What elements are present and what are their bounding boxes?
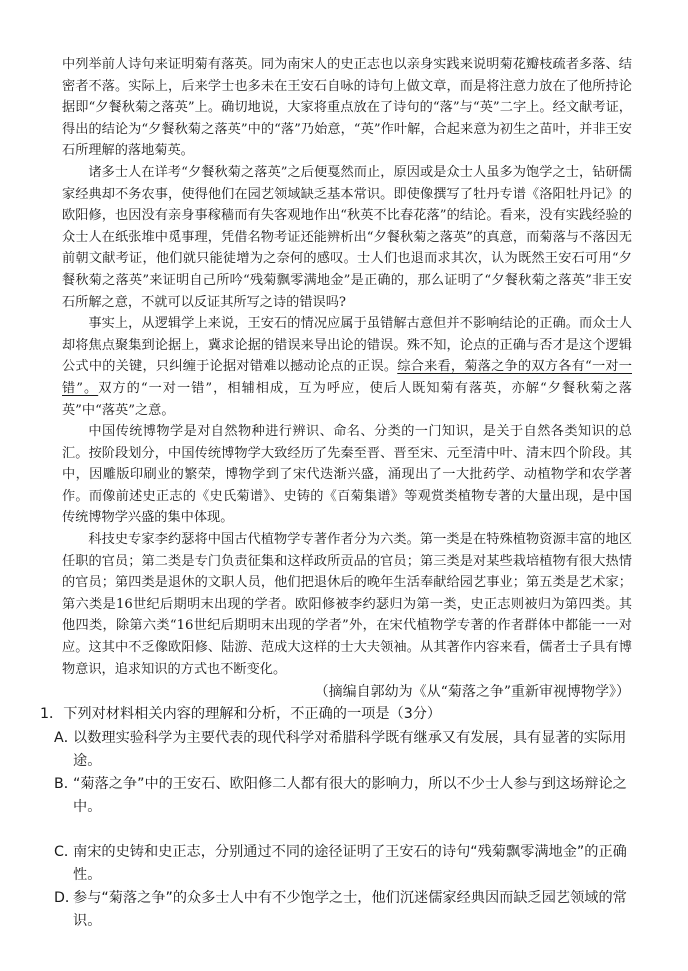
- option-d-letter: D．: [54, 890, 80, 907]
- option-a-text: 以数理实验科学为主要代表的现代科学对希腊科学既有继承又有发展，具有显著的实际用途。: [73, 730, 627, 770]
- passage-paragraph-4: 中国传统博物学是对自然物种进行辨识、命名、分类的一门知识，是关于自然各类知识的总汇。按阶段划分，中国传统博物学大致经历了先秦至晋、晋至宋、元至清中叶、清末四个阶段。其中，因雕版印刷业的繁荣，博物学到了宋代迭渐兴盛，涌现出了一大批药学、动植物学和农学著作。而像前述史正志的《史氏菊谱》、史铸的《百菊集谱》等观赏类植物专著的大量出现，是中国传统博物学兴盛的集中体现。: [62, 424, 632, 526]
- question-stem: 1．下列对材料相关内容的理解和分析，不正确的一项是（3分）: [40, 706, 442, 723]
- option-d-text: 参与“菊落之争”的众多士人中有不少饱学之士，他们沉迷儒家经典因而缺乏园艺领域的常识。: [73, 890, 627, 930]
- reading-passage: [62, 54, 632, 680]
- option-b-letter: B．: [54, 776, 78, 793]
- option-a-letter: A．: [54, 730, 78, 747]
- option-c-text: 南宋的史铸和史正志，分别通过不同的途径证明了王安石的诗句“残菊飘零满地金”的正确性。: [73, 844, 627, 884]
- option-d[interactable]: [54, 887, 632, 933]
- passage-source: （摘编自郭幼为《从“菊落之争”重新审视博物学》）: [314, 684, 630, 701]
- passage-paragraph-5: 科技史专家李约瑟将中国古代植物学专著作者分为六类。第一类是在特殊植物资源丰富的地区任职的官员；第二类是专门负责征集和这样政所贡品的官员；第三类是对某些栽培植物有很大热情的官员；第四类是退休的文职人员，他们把退休后的晚年生活奉献给园艺事业；第五类是艺术家；第六类是16世纪后期明末出现的学者。欧阳修被李约瑟归为第一类，史正志则被归为第四类。其他四类，除第六类“16世纪后期明末出现的学者”外，在宋代植物学专著的作者群体中都能一一对应。这其中不乏像欧阳修、陆游、范成大这样的士大夫领袖。从其著作内容来看，儒者士子具有博物意识，追求知识的方式也不断变化。: [62, 532, 632, 677]
- passage-paragraph-2: 诸多士人在详考“夕餐秋菊之落英”之后便戛然而止，原因或是众士人虽多为饱学之士，钻研儒家经典却不务农事，使得他们在园艺领域缺乏基本常识。即使像撰写了牡丹专谱《洛阳牡丹记》的欧阳修，也因没有亲身事稼穑而有失客观地作出“秋英不比春花落”的结论。看来，没有实践经验的众士人在纸张堆中觅事理，凭借名物考证还能辨析出“夕餐秋菊之落英”的真意，而菊落与不落因无前朝文献考证，他们就只能徒增为之奈何的感叹。士人们也退而求其次，认为既然王安石可用“夕餐秋菊之落英”来证明自己所吟“残菊飘零满地金”是正确的，那么证明了“夕餐秋菊之落英”非王安石所解之意，不就可以反证其所写之诗的错误吗?: [62, 164, 632, 310]
- question-1: [40, 703, 632, 933]
- option-c[interactable]: [54, 841, 632, 887]
- passage-paragraph-3-text: 事实上，从逻辑学上来说，王安石的情况应属于虽错解古意但并不影响结论的正确。而众士人却将焦点聚集到论据上，冀求论据的错误来导出论的错误。殊不知，论点的正确与否才是这个逻辑公式中的关键，只纠缠于论据对错难以撼动论点的正误。: [62, 316, 632, 375]
- option-a[interactable]: [54, 727, 632, 773]
- passage-paragraph-3: [62, 313, 632, 421]
- underlined-conclusion: 综合来看，菊落之争的双方各有“一对一错”。: [62, 359, 632, 396]
- passage-paragraph-3-tail: 双方的“一对一错”，相辅相成，互为呼应，使后人既知菊有落英，亦解“夕餐秋菊之落英”中“落英”之意。: [62, 380, 632, 418]
- passage-paragraph-1: 中列举前人诗句来证明菊有落英。同为南宋人的史正志也以亲身实践来说明菊花瓣枝疏者多落、结密者不落。实际上，后来学士也多未在王安石自咏的诗句上做文章，而是将注意力放在了他所持论据即“夕餐秋菊之落英”上。确切地说，大家将重点放在了诗句的“落”与“英”二字上。经文献考证，得出的结论为“夕餐秋菊之落英”中的“落”乃始意，“英”作叶解，合起来意为初生之苗叶，并非王安石所理解的落地菊英。: [62, 57, 632, 159]
- option-b-text: “菊落之争”中的王安石、欧阳修二人都有很大的影响力，所以不少士人参与到这场辩论之中。: [73, 776, 627, 816]
- option-b[interactable]: [54, 773, 632, 819]
- option-c-letter: C．: [54, 844, 79, 861]
